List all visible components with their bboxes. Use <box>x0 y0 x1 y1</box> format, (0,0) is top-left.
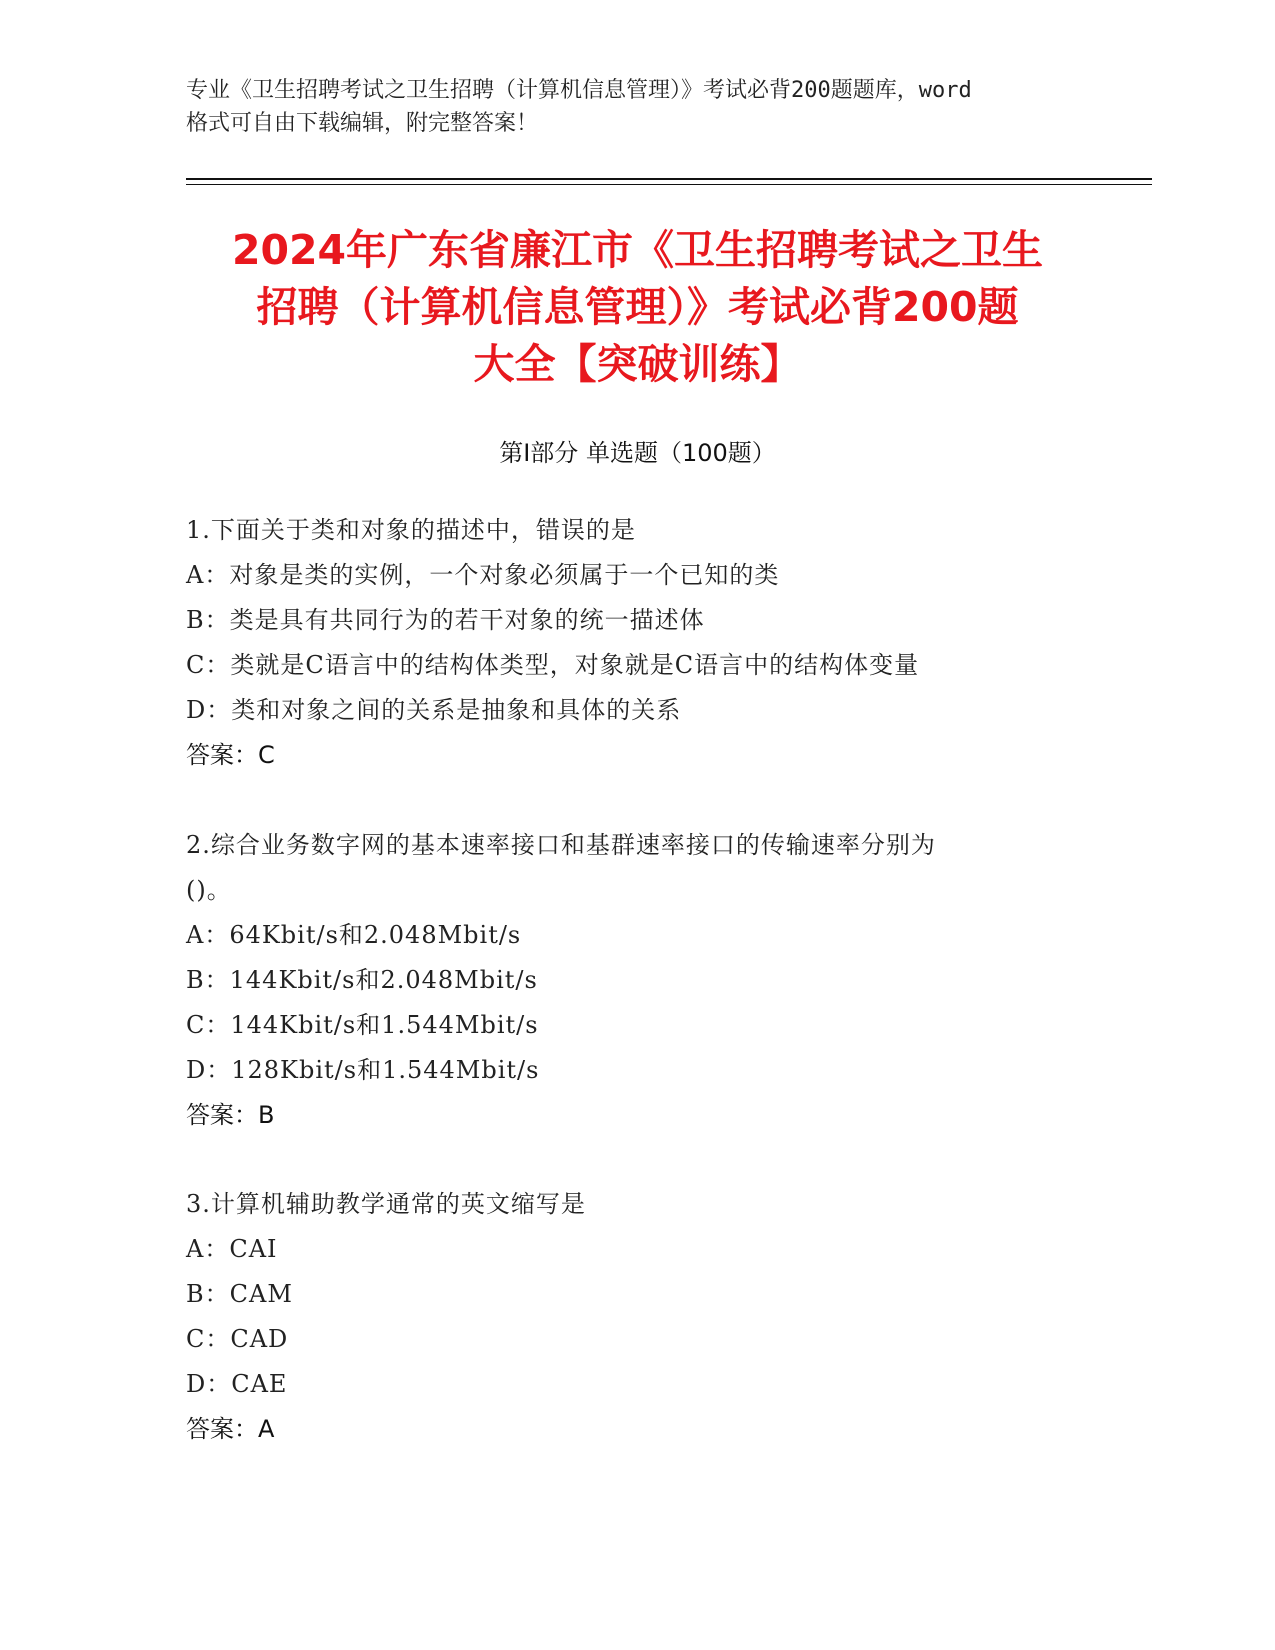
question-1 <box>186 508 1086 778</box>
option-c: C：CAD <box>186 1325 289 1353</box>
question-stem: 2.综合业务数字网的基本速率接口和基群速率接口的传输速率分别为 <box>186 831 936 859</box>
question-stem: 3.计算机辅助教学通常的英文缩写是 <box>186 1190 586 1218</box>
header-note-line-2: 格式可自由下载编辑，附完整答案！ <box>186 111 539 136</box>
option-c: C：类就是C语言中的结构体类型，对象就是C语言中的结构体变量 <box>186 651 920 679</box>
question-3 <box>186 1182 1086 1452</box>
option-c: C：144Kbit/s和1.544Mbit/s <box>186 1011 539 1039</box>
header-divider-thin <box>186 184 1152 185</box>
document-title <box>150 222 1125 393</box>
option-b: B：144Kbit/s和2.048Mbit/s <box>186 966 538 994</box>
question-2 <box>186 823 1086 1138</box>
header-note <box>186 74 1086 140</box>
question-stem-continuation: ()。 <box>186 876 232 904</box>
title-line-2: 招聘（计算机信息管理）》考试必背200题 <box>256 283 1019 331</box>
answer-label: 答案：B <box>186 1101 275 1129</box>
option-b: B：类是具有共同行为的若干对象的统一描述体 <box>186 606 705 634</box>
title-line-3: 大全【突破训练】 <box>473 340 802 388</box>
option-d: D：类和对象之间的关系是抽象和具体的关系 <box>186 696 682 724</box>
title-line-1: 2024年广东省廉江市《卫生招聘考试之卫生 <box>231 226 1044 274</box>
option-d: D：CAE <box>186 1370 288 1398</box>
option-b: B：CAM <box>186 1280 293 1308</box>
header-divider-thick <box>186 178 1152 180</box>
option-a: A：CAI <box>186 1235 278 1263</box>
option-a: A：对象是类的实例，一个对象必须属于一个已知的类 <box>186 561 780 589</box>
answer-label: 答案：C <box>186 741 275 769</box>
section-heading: 第Ⅰ部分 单选题（100题） <box>499 439 776 467</box>
header-note-line-1: 专业《卫生招聘考试之卫生招聘（计算机信息管理）》考试必背200题题库，word <box>186 78 972 103</box>
answer-label: 答案：A <box>186 1415 275 1443</box>
option-d: D：128Kbit/s和1.544Mbit/s <box>186 1056 540 1084</box>
question-stem: 1.下面关于类和对象的描述中，错误的是 <box>186 516 636 544</box>
option-a: A：64Kbit/s和2.048Mbit/s <box>186 921 522 949</box>
